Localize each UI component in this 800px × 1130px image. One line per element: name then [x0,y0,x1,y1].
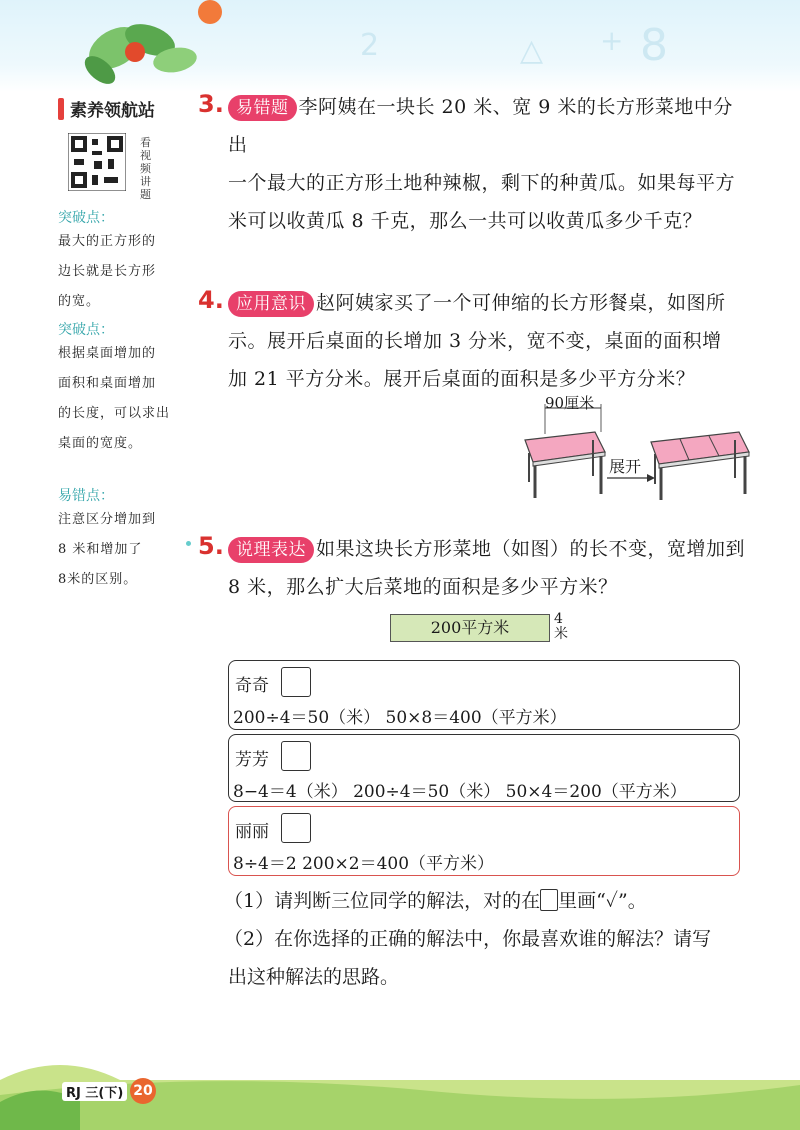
grade-label: RJ 三(下) [62,1082,127,1101]
inline-check-box [540,889,558,911]
field-rectangle: 200平方米 [390,614,550,642]
question-4-number: 4. [198,286,224,314]
field-side-label: 4米 [554,611,568,642]
svg-text:2: 2 [360,28,380,63]
sub-question-2: （2）在你选择的正确的解法中，你最喜欢谁的解法？请写 出这种解法的思路。 [224,928,712,988]
question-4-tag: 应用意识 [228,291,314,317]
expand-label: 展开 [609,457,642,476]
q5-dot-icon [186,541,191,546]
table-figure [515,394,755,506]
tip-head: 易错点： [58,488,114,504]
tip-block-3 [58,485,188,595]
qr-code-icon[interactable] [68,133,126,191]
question-3-tag: 易错题 [228,95,297,121]
banner-decoration [0,0,800,92]
tip-text: 根据桌面增加的 面积和桌面增加 的长度，可以求出 桌面的宽度。 [58,346,171,451]
bottom-banner [0,1040,800,1130]
qr-label: 看视频讲题 [140,136,151,201]
tip-text: 注意区分增加到 8 米和增加了 8米的区别。 [58,512,157,587]
check-box[interactable] [281,741,311,771]
check-box[interactable] [281,813,311,843]
svg-text:△: △ [520,33,544,68]
check-box[interactable] [281,667,311,697]
answer-box-lili: 丽丽 8÷4＝2 200×2＝400（平方米） [228,806,740,876]
question-5-text: 说理表达 如果这块长方形菜地（如图）的长不变，宽增加到 8 米，那么扩大后菜地的面积是多少平方米？ [228,538,746,598]
page-number: 20 [130,1078,156,1104]
svg-text:8: 8 [640,20,668,71]
table-width-label: 90厘米 [545,394,595,412]
question-3-text: 易错题 李阿姨在一块长 20 米、宽 9 米的长方形菜地中分出 一个最大的正方形土地种辣椒，剩下的种黄瓜。如果每平方 米可以收黄瓜 8 千克，那么一共可以收黄瓜多少千克？ [228,96,736,232]
answer-box-qiqi: 奇奇 200÷4＝50（米） 50×8＝400（平方米） [228,660,740,730]
svg-text:+: + [600,24,624,57]
tip-text: 最大的正方形的 边长就是长方形 的宽。 [58,234,157,309]
sub-question-1: （1）请判断三位同学的解法，对的在 里画“✓”。 [224,890,647,912]
top-banner [0,0,800,92]
sidebar-title: 素养领航站 [58,96,188,121]
tip-head: 突破点： [58,210,114,226]
tip-head: 突破点： [58,322,114,338]
tip-block-2 [58,319,188,459]
title-bar-icon [58,98,64,120]
question-4-text: 应用意识 赵阿姨家买了一个可伸缩的长方形餐桌，如图所 示。展开后桌面的长增加 3 分米，宽不变，桌面的面积增 加 21 平方分米。展开后桌面的面积是多少平方分米？ [228,292,726,390]
question-3-number: 3. [198,90,224,118]
sidebar [58,96,188,595]
answer-box-fangfang: 芳芳 8−4＝4（米） 200÷4＝50（米） 50×4＝200（平方米） [228,734,740,802]
question-5-tag: 说理表达 [228,537,314,563]
tip-block-1 [58,207,188,317]
question-5-number: 5. [198,532,224,560]
